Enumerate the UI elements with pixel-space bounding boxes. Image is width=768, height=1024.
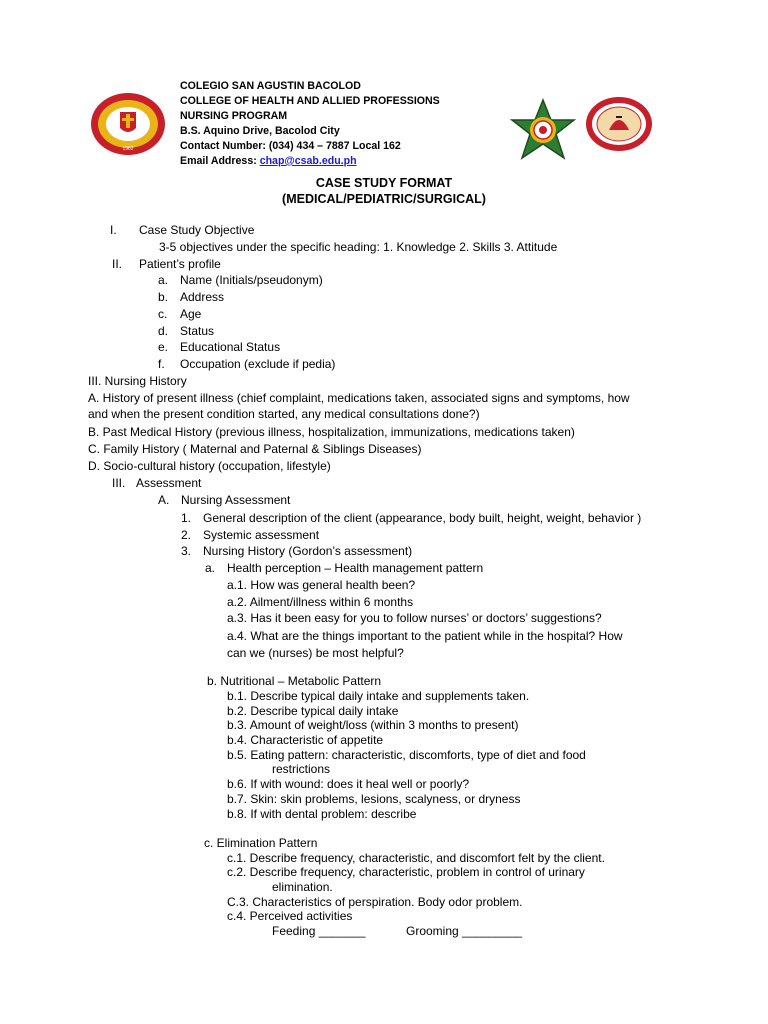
outline-text: b.3. Amount of weight/loss (within 3 months to present) (227, 718, 519, 732)
outline-line (181, 527, 319, 543)
outline-marker: II. (112, 257, 123, 271)
outline-text: and when the present condition started, any medical consultations done?) (88, 407, 480, 421)
outline-line (272, 923, 365, 939)
outline-text: Feeding _______ (272, 924, 366, 938)
outline-text: b.7. Skin: skin problems, lesions, scalyness, or dryness (227, 792, 521, 806)
outline-line (207, 673, 381, 689)
outline-line (88, 390, 630, 406)
outline-text: a.2. Ailment/illness within 6 months (227, 595, 414, 609)
outline-line (88, 441, 421, 457)
outline-line (158, 272, 323, 288)
outline-line (227, 908, 352, 924)
star-badge-logo (508, 98, 578, 166)
outline-text: b.5. Eating pattern: characteristic, discomforts, type of diet and food (227, 748, 586, 762)
outline-line (181, 510, 641, 526)
outline-line (112, 256, 221, 272)
document-subtitle: (MEDICAL/PEDIATRIC/SURGICAL) (282, 192, 486, 206)
outline-marker: a. (158, 273, 169, 287)
outline-marker: III. (112, 476, 126, 490)
outline-line (272, 761, 330, 777)
outline-line (88, 424, 575, 440)
outline-marker: I. (110, 223, 117, 237)
outline-line (227, 610, 602, 626)
school-address: B.S. Aquino Drive, Bacolod City (180, 125, 340, 137)
outline-line (158, 289, 224, 305)
outline-marker: b. (158, 290, 169, 304)
outline-text: b.1. Describe typical daily intake and supplements taken. (227, 689, 530, 703)
outline-text: c. Elimination Pattern (204, 836, 318, 850)
outline-line (158, 306, 201, 322)
nursing-seal-bar (616, 116, 622, 118)
outline-text: a.1. How was general health been? (227, 578, 416, 592)
outline-text: Health perception – Health management pattern (227, 561, 484, 575)
outline-marker: a. (205, 561, 216, 575)
outline-text: Nursing Assessment (181, 493, 291, 507)
outline-text: c.2. Describe frequency, characteristic, problem in control of urinary (227, 865, 585, 879)
outline-text: Assessment (136, 476, 202, 490)
school-header (180, 79, 520, 169)
outline-marker: c. (158, 307, 168, 321)
outline-text: D. Socio-cultural history (occupation, lifestyle) (88, 459, 331, 473)
outline-text: Grooming _________ (406, 924, 523, 938)
seal-year: 1962 (122, 146, 134, 152)
college-name: COLLEGE OF HEALTH AND ALLIED PROFESSIONS (180, 95, 440, 107)
outline-line (227, 594, 413, 610)
outline-line (110, 222, 254, 238)
outline-marker: 3. (181, 544, 192, 558)
outline-line (227, 806, 416, 822)
outline-text: A. History of present illness (chief complaint, medications taken, associated signs and symptoms, how (88, 391, 630, 405)
outline-text: 3-5 objectives under the specific heading: 1. Knowledge 2. Skills 3. Attitude (159, 240, 558, 254)
outline-text: III. Nursing History (88, 374, 187, 388)
outline-line (158, 323, 214, 339)
outline-line (88, 373, 187, 389)
school-seal-logo (90, 92, 166, 156)
outline-line (88, 458, 331, 474)
outline-text: Educational Status (180, 340, 281, 354)
outline-text: b. Nutritional – Metabolic Pattern (207, 674, 382, 688)
outline-text: Nursing History (Gordon’s assessment) (203, 544, 413, 558)
nursing-seal-logo (585, 96, 653, 152)
email-line (180, 154, 520, 169)
outline-text: C.3. Characteristics of perspiration. Body odor problem. (227, 895, 523, 909)
outline-line (406, 923, 522, 939)
outline-marker: 1. (181, 511, 192, 525)
outline-line (227, 688, 529, 704)
outline-line (112, 475, 201, 491)
outline-text: restrictions (272, 762, 331, 776)
outline-text: C. Family History ( Maternal and Paternal & Siblings Diseases) (88, 442, 422, 456)
outline-text: B. Past Medical History (previous illness, hospitalization, immunizations, medications taken) (88, 425, 575, 439)
outline-text: General description of the client (appearance, body built, height, weight, behavior ) (203, 511, 642, 525)
outline-line (181, 543, 412, 559)
outline-line (227, 577, 415, 593)
outline-line (159, 239, 557, 255)
outline-text: c.4. Perceived activities (227, 909, 353, 923)
outline-text: c.1. Describe frequency, characteristic, and discomfort felt by the client. (227, 851, 605, 865)
email-link[interactable]: chap@csab.edu.ph (259, 155, 357, 167)
outline-line (272, 879, 333, 895)
outline-line (227, 732, 383, 748)
outline-line (158, 356, 335, 372)
outline-line (158, 339, 280, 355)
outline-text: Occupation (exclude if pedia) (180, 357, 336, 371)
outline-text: Name (Initials/pseudonym) (180, 273, 323, 287)
outline-line (227, 717, 518, 733)
outline-line (88, 406, 480, 422)
outline-line (204, 835, 317, 851)
outline-text: b.2. Describe typical daily intake (227, 704, 399, 718)
school-name: COLEGIO SAN AGUSTIN BACOLOD (180, 80, 361, 92)
outline-text: a.4. What are the things important to the patient while in the hospital? How (227, 629, 623, 643)
outline-line (227, 791, 520, 807)
outline-text: Systemic assessment (203, 528, 320, 542)
outline-text: can we (nurses) be most helpful? (227, 646, 404, 660)
outline-line (227, 645, 404, 661)
document-title: CASE STUDY FORMAT (315, 176, 453, 190)
outline-text: b.8. If with dental problem: describe (227, 807, 417, 821)
outline-text: Status (180, 324, 215, 338)
email-label: Email Address: (180, 155, 260, 167)
outline-line (227, 776, 469, 792)
outline-text: Case Study Objective (139, 223, 255, 237)
outline-line (205, 560, 483, 576)
outline-line (227, 864, 585, 880)
outline-text: Address (180, 290, 225, 304)
outline-marker: f. (158, 357, 165, 371)
program-name: NURSING PROGRAM (180, 110, 288, 122)
outline-text: elimination. (272, 880, 333, 894)
outline-text: b.4. Characteristic of appetite (227, 733, 384, 747)
badge-center-dot (539, 126, 547, 134)
outline-marker: d. (158, 324, 169, 338)
outline-line (227, 628, 623, 644)
outline-line (158, 492, 290, 508)
outline-text: b.6. If with wound: does it heal well or poorly? (227, 777, 470, 791)
contact-number: Contact Number: (034) 434 – 7887 Local 162 (180, 140, 401, 152)
outline-marker: 2. (181, 528, 192, 542)
outline-text: Age (180, 307, 202, 321)
outline-marker: A. (158, 493, 170, 507)
outline-text: a.3. Has it been easy for you to follow nurses’ or doctors’ suggestions? (227, 611, 602, 625)
outline-marker: e. (158, 340, 169, 354)
outline-text: Patient’s profile (139, 257, 221, 271)
seal-cross-horizontal (122, 118, 134, 121)
